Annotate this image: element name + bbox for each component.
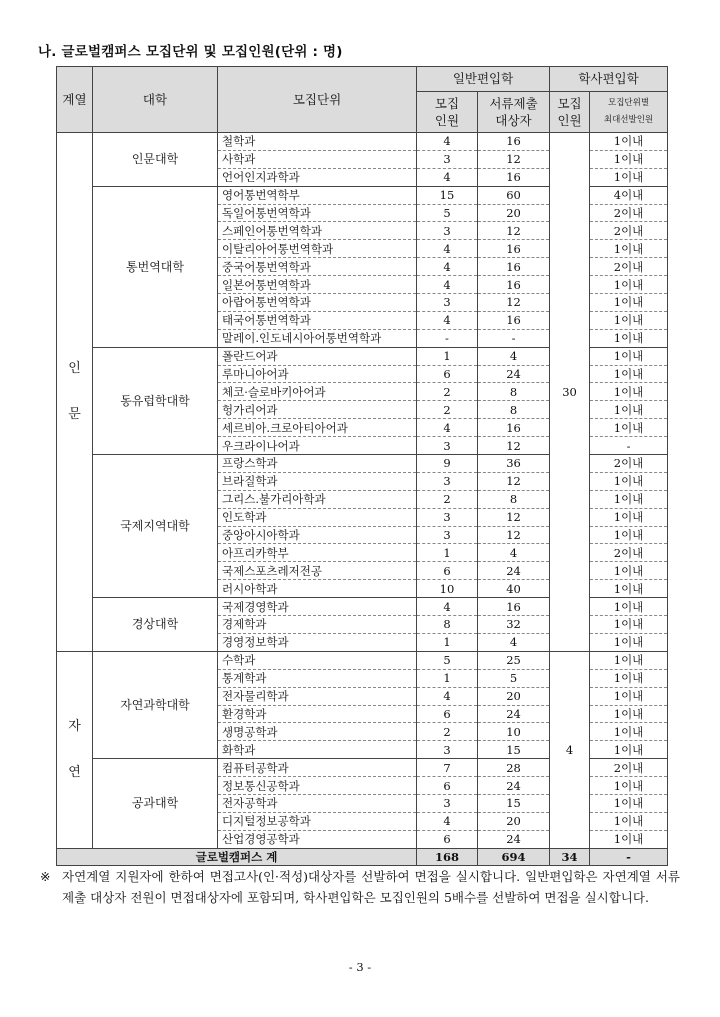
gen-quota-cell: 3 [417, 294, 478, 312]
gen-doc-cell: 16 [478, 240, 550, 258]
bach-max-cell: - [590, 437, 668, 455]
bach-max-cell: 1이내 [590, 383, 668, 401]
gen-doc-cell: 12 [478, 526, 550, 544]
header-gen-doc: 서류제출 대상자 [478, 92, 550, 133]
gen-quota-cell: 4 [417, 258, 478, 276]
gen-doc-cell: 16 [478, 133, 550, 151]
gen-quota-cell: 4 [417, 133, 478, 151]
total-bach-quota: 34 [550, 848, 590, 865]
bach-max-cell: 1이내 [590, 329, 668, 347]
department-cell: 폴란드어과 [218, 347, 417, 365]
gen-doc-cell: 24 [478, 562, 550, 580]
gen-doc-cell: 24 [478, 365, 550, 383]
gen-quota-cell: 1 [417, 633, 478, 651]
note-text: 자연계열 지원자에 한하여 면접고사(인·적성)대상자를 선발하여 면접을 실시합니다. 일반편입학은 자연계열 서류제출 대상자 전원이 면접대상자에 포함되며, 학사편입학은 모집인원의 5배수를 선발하여 면접을 실시합니다. [62, 869, 680, 905]
bach-max-cell: 1이내 [590, 133, 668, 151]
college-cell: 경상대학 [93, 598, 218, 652]
gen-quota-cell: 5 [417, 204, 478, 222]
gen-doc-cell: 24 [478, 830, 550, 848]
header-bach-quota: 모집 인원 [550, 92, 590, 133]
bach-quota-cell: 30 [550, 133, 590, 652]
bach-max-cell: 1이내 [590, 401, 668, 419]
bach-max-cell: 2이내 [590, 455, 668, 473]
gen-doc-cell: 36 [478, 455, 550, 473]
department-cell: 국제스포츠레저전공 [218, 562, 417, 580]
gen-quota-cell: 6 [417, 830, 478, 848]
gen-doc-cell: 16 [478, 258, 550, 276]
admission-quota-table [56, 66, 668, 866]
gen-quota-cell: 4 [417, 419, 478, 437]
department-cell: 컴퓨터공학과 [218, 759, 417, 777]
gen-quota-cell: 1 [417, 544, 478, 562]
header-bachelor-transfer: 학사편입학 [550, 67, 668, 92]
gen-quota-cell: 2 [417, 723, 478, 741]
bach-max-cell: 1이내 [590, 240, 668, 258]
table-body [57, 133, 668, 849]
gen-doc-cell: 24 [478, 777, 550, 795]
bach-max-cell: 1이내 [590, 723, 668, 741]
gen-doc-cell: 40 [478, 580, 550, 598]
department-cell: 정보통신공학과 [218, 777, 417, 795]
header-series: 계열 [57, 67, 93, 133]
department-cell: 독일어통번역학과 [218, 204, 417, 222]
department-cell: 중국어통번역학과 [218, 258, 417, 276]
page-number: - 3 - [348, 960, 372, 974]
bach-max-cell: 1이내 [590, 472, 668, 490]
bach-max-cell: 1이내 [590, 687, 668, 705]
gen-doc-cell: 32 [478, 616, 550, 634]
header-college: 대학 [93, 67, 218, 133]
gen-doc-cell: 16 [478, 168, 550, 186]
gen-quota-cell: 6 [417, 705, 478, 723]
bach-max-cell: 1이내 [590, 741, 668, 759]
bach-quota-cell: 4 [550, 651, 590, 848]
gen-doc-cell: 16 [478, 276, 550, 294]
bach-max-cell: 1이내 [590, 276, 668, 294]
header-gen-quota: 모집 인원 [417, 92, 478, 133]
gen-quota-cell: 2 [417, 490, 478, 508]
department-cell: 국제경영학과 [218, 598, 417, 616]
bach-max-cell: 1이내 [590, 419, 668, 437]
gen-quota-cell: 6 [417, 777, 478, 795]
gen-doc-cell: 12 [478, 472, 550, 490]
department-cell: 이탈리아어통번역학과 [218, 240, 417, 258]
bach-max-cell: 1이내 [590, 830, 668, 848]
department-cell: 경제학과 [218, 616, 417, 634]
gen-quota-cell: 6 [417, 562, 478, 580]
gen-quota-cell: 4 [417, 240, 478, 258]
department-cell: 전자물리학과 [218, 687, 417, 705]
bach-max-cell: 1이내 [590, 633, 668, 651]
department-cell: 프랑스학과 [218, 455, 417, 473]
bach-max-cell: 1이내 [590, 150, 668, 168]
gen-quota-cell: 3 [417, 150, 478, 168]
bach-max-cell: 1이내 [590, 580, 668, 598]
department-cell: 통계학과 [218, 669, 417, 687]
college-cell: 공과대학 [93, 759, 218, 848]
gen-quota-cell: 9 [417, 455, 478, 473]
gen-doc-cell: 4 [478, 633, 550, 651]
gen-doc-cell: 20 [478, 687, 550, 705]
bach-max-cell: 1이내 [590, 311, 668, 329]
bach-max-cell: 2이내 [590, 204, 668, 222]
gen-quota-cell: 3 [417, 794, 478, 812]
gen-quota-cell: 3 [417, 437, 478, 455]
gen-doc-cell: 4 [478, 347, 550, 365]
gen-doc-cell: 8 [478, 383, 550, 401]
gen-doc-cell: 16 [478, 311, 550, 329]
gen-doc-cell: 4 [478, 544, 550, 562]
department-cell: 디지털정보공학과 [218, 812, 417, 830]
department-cell: 브라질학과 [218, 472, 417, 490]
gen-quota-cell: 4 [417, 598, 478, 616]
series-cell: 인 문 [57, 133, 93, 652]
department-cell: 일본어통번역학과 [218, 276, 417, 294]
total-gen-quota: 168 [417, 848, 478, 865]
gen-doc-cell: 12 [478, 222, 550, 240]
gen-doc-cell: - [478, 329, 550, 347]
gen-doc-cell: 8 [478, 490, 550, 508]
gen-quota-cell: 3 [417, 526, 478, 544]
department-cell: 영어통번역학부 [218, 186, 417, 204]
table-row [57, 651, 668, 669]
bach-max-cell: 1이내 [590, 794, 668, 812]
bach-max-cell: 2이내 [590, 759, 668, 777]
gen-doc-cell: 25 [478, 651, 550, 669]
department-cell: 언어인지과학과 [218, 168, 417, 186]
college-cell: 동유럽학대학 [93, 347, 218, 454]
table-row [57, 133, 668, 151]
department-cell: 루마니아어과 [218, 365, 417, 383]
gen-quota-cell: 2 [417, 383, 478, 401]
page-title: 나. 글로벌캠퍼스 모집단위 및 모집인원(단위 : 명) [38, 44, 343, 60]
gen-quota-cell: 4 [417, 812, 478, 830]
gen-quota-cell: 1 [417, 347, 478, 365]
bach-max-cell: 1이내 [590, 598, 668, 616]
department-cell: 산업경영공학과 [218, 830, 417, 848]
header-bach-max: 모집단위별 최대선발인원 [590, 92, 668, 133]
gen-doc-cell: 20 [478, 812, 550, 830]
bach-max-cell: 1이내 [590, 812, 668, 830]
department-cell: 아프리카학부 [218, 544, 417, 562]
gen-doc-cell: 16 [478, 419, 550, 437]
gen-doc-cell: 12 [478, 150, 550, 168]
department-cell: 러시아학과 [218, 580, 417, 598]
note-mark: ※ [40, 869, 51, 884]
bach-max-cell: 1이내 [590, 347, 668, 365]
bach-max-cell: 1이내 [590, 490, 668, 508]
gen-quota-cell: 5 [417, 651, 478, 669]
bach-max-cell: 1이내 [590, 508, 668, 526]
department-cell: 태국어통번역학과 [218, 311, 417, 329]
gen-quota-cell: 4 [417, 687, 478, 705]
header-general-transfer: 일반편입학 [417, 67, 550, 92]
gen-doc-cell: 15 [478, 741, 550, 759]
gen-quota-cell: 3 [417, 741, 478, 759]
total-bach-max: - [590, 848, 668, 865]
gen-quota-cell: 1 [417, 669, 478, 687]
total-label: 글로벌캠퍼스 계 [57, 848, 417, 865]
department-cell: 생명공학과 [218, 723, 417, 741]
gen-doc-cell: 20 [478, 204, 550, 222]
gen-doc-cell: 16 [478, 598, 550, 616]
gen-doc-cell: 8 [478, 401, 550, 419]
college-cell: 자연과학대학 [93, 651, 218, 758]
gen-quota-cell: 4 [417, 168, 478, 186]
gen-doc-cell: 12 [478, 508, 550, 526]
bach-max-cell: 4이내 [590, 186, 668, 204]
bach-max-cell: 1이내 [590, 651, 668, 669]
gen-doc-cell: 60 [478, 186, 550, 204]
department-cell: 아랍어통번역학과 [218, 294, 417, 312]
department-cell: 철학과 [218, 133, 417, 151]
bach-max-cell: 1이내 [590, 705, 668, 723]
gen-quota-cell: 4 [417, 276, 478, 294]
department-cell: 그리스.불가리아학과 [218, 490, 417, 508]
bach-max-cell: 1이내 [590, 616, 668, 634]
gen-quota-cell: - [417, 329, 478, 347]
gen-quota-cell: 10 [417, 580, 478, 598]
gen-doc-cell: 12 [478, 294, 550, 312]
gen-doc-cell: 28 [478, 759, 550, 777]
series-cell: 자 연 [57, 651, 93, 848]
bach-max-cell: 1이내 [590, 294, 668, 312]
bach-max-cell: 1이내 [590, 562, 668, 580]
bach-max-cell: 1이내 [590, 669, 668, 687]
gen-quota-cell: 8 [417, 616, 478, 634]
gen-doc-cell: 10 [478, 723, 550, 741]
bach-max-cell: 2이내 [590, 222, 668, 240]
bach-max-cell: 1이내 [590, 526, 668, 544]
department-cell: 화학과 [218, 741, 417, 759]
college-cell: 통번역대학 [93, 186, 218, 347]
department-cell: 전자공학과 [218, 794, 417, 812]
gen-doc-cell: 12 [478, 437, 550, 455]
bach-max-cell: 1이내 [590, 168, 668, 186]
department-cell: 체코·슬로바키아어과 [218, 383, 417, 401]
gen-doc-cell: 5 [478, 669, 550, 687]
bach-max-cell: 1이내 [590, 777, 668, 795]
gen-doc-cell: 24 [478, 705, 550, 723]
department-cell: 스페인어통번역학과 [218, 222, 417, 240]
gen-quota-cell: 3 [417, 472, 478, 490]
gen-quota-cell: 2 [417, 401, 478, 419]
department-cell: 헝가리어과 [218, 401, 417, 419]
gen-quota-cell: 7 [417, 759, 478, 777]
college-cell: 국제지역대학 [93, 455, 218, 598]
college-cell: 인문대학 [93, 133, 218, 187]
gen-doc-cell: 15 [478, 794, 550, 812]
department-cell: 사학과 [218, 150, 417, 168]
department-cell: 인도학과 [218, 508, 417, 526]
department-cell: 경영정보학과 [218, 633, 417, 651]
bach-max-cell: 2이내 [590, 544, 668, 562]
footnote [40, 866, 680, 908]
department-cell: 환경학과 [218, 705, 417, 723]
department-cell: 우크라이나어과 [218, 437, 417, 455]
gen-quota-cell: 3 [417, 222, 478, 240]
gen-quota-cell: 6 [417, 365, 478, 383]
bach-max-cell: 1이내 [590, 365, 668, 383]
bach-max-cell: 2이내 [590, 258, 668, 276]
gen-quota-cell: 4 [417, 311, 478, 329]
department-cell: 세르비아.크로아티아어과 [218, 419, 417, 437]
department-cell: 수학과 [218, 651, 417, 669]
gen-quota-cell: 3 [417, 508, 478, 526]
header-dept: 모집단위 [218, 67, 417, 133]
total-gen-doc: 694 [478, 848, 550, 865]
department-cell: 말레이.인도네시아어통번역학과 [218, 329, 417, 347]
gen-quota-cell: 15 [417, 186, 478, 204]
department-cell: 중앙아시아학과 [218, 526, 417, 544]
